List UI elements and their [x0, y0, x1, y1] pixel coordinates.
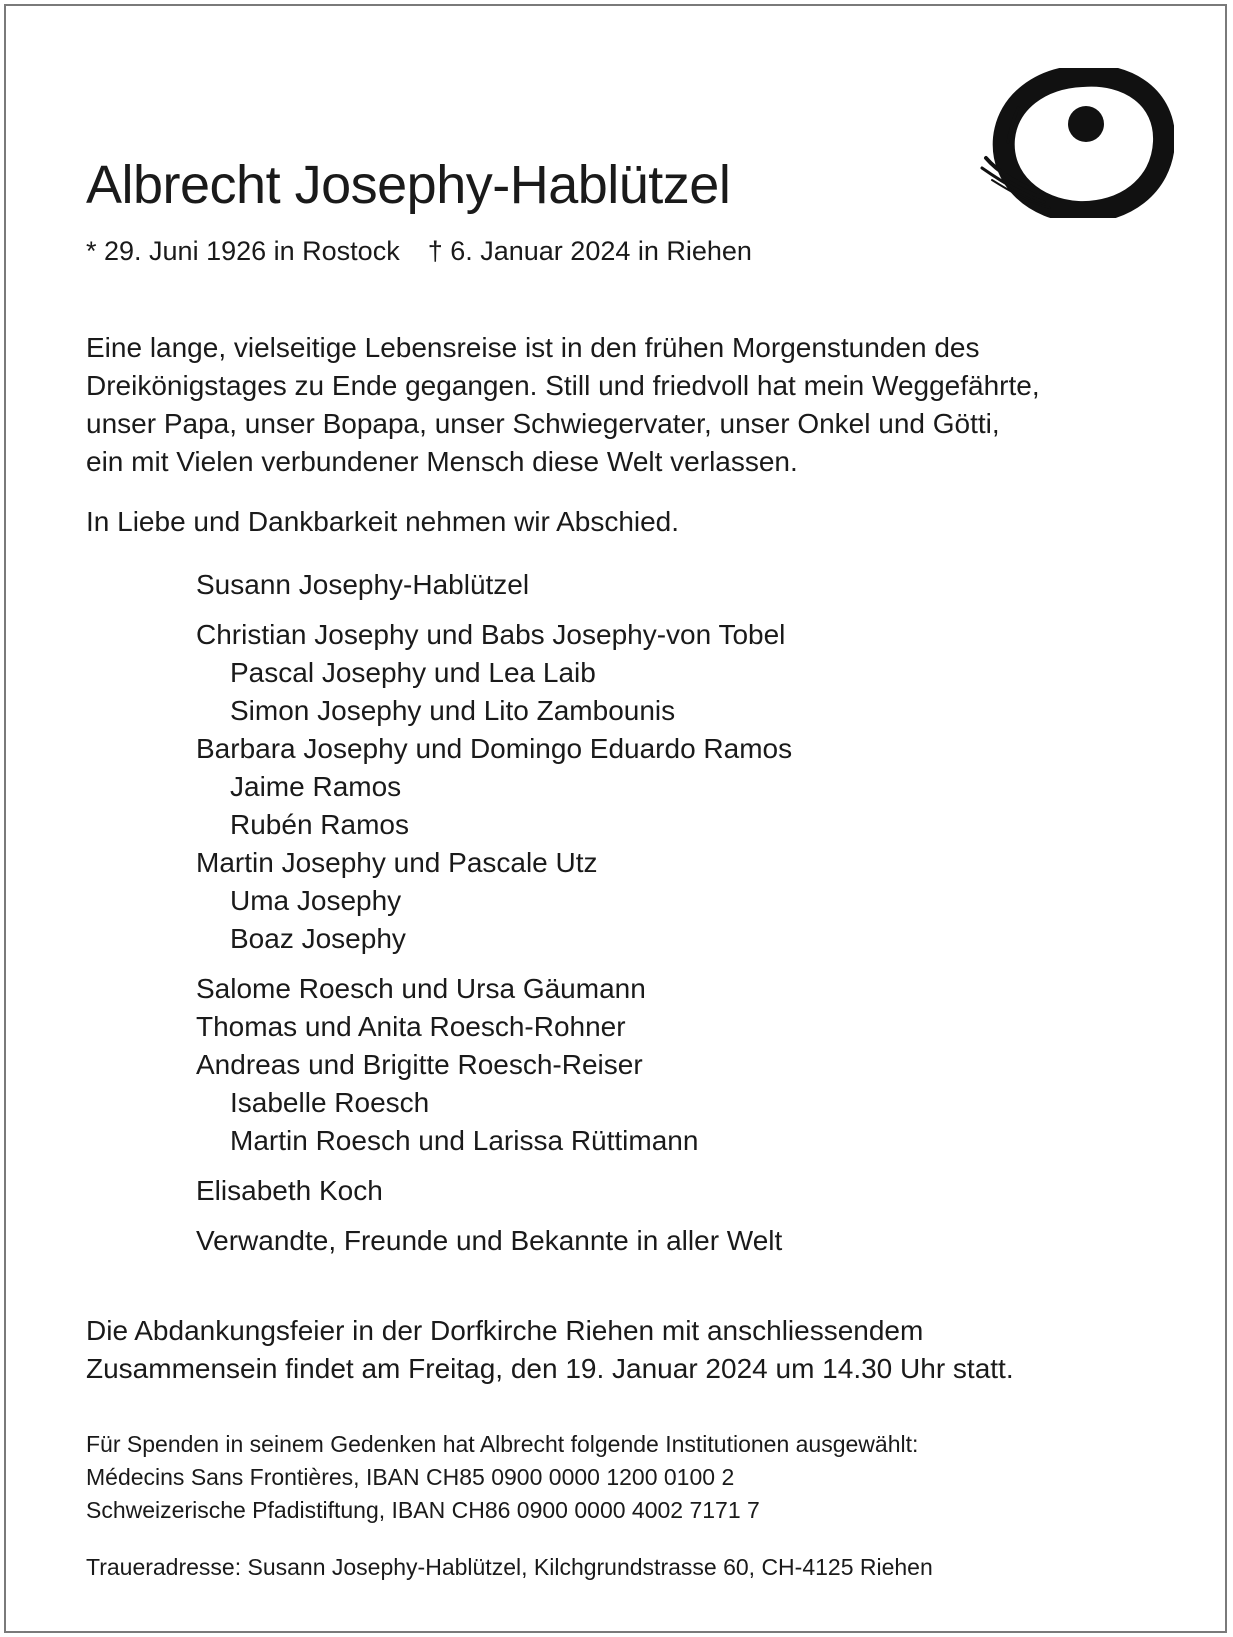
birth-date: * 29. Juni 1926 in Rostock: [86, 236, 400, 266]
farewell-line: In Liebe und Dankbarkeit nehmen wir Abschied.: [86, 506, 680, 537]
obituary-card: [4, 4, 1227, 1633]
mourner-group: [196, 970, 792, 1160]
mourner-name: Barbara Josephy und Domingo Eduardo Ramos: [196, 733, 793, 764]
intro-line: Dreikönigstages zu Ende gegangen. Still und friedvoll hat mein Weggefährte,: [86, 370, 1040, 401]
mourning-address: Traueradresse: Susann Josephy-Hablützel, Kilchgrundstrasse 60, CH-4125 Riehen: [86, 1554, 933, 1580]
mourner-name: Simon Josephy und Lito Zambounis: [230, 695, 676, 726]
donations-info: [86, 1428, 918, 1527]
mourner-name: Rubén Ramos: [230, 809, 409, 840]
deceased-name: Albrecht Josephy-Hablützel: [86, 155, 731, 215]
mourner-name: Pascal Josephy und Lea Laib: [230, 657, 596, 688]
mourner-name: Boaz Josephy: [230, 923, 406, 954]
mourner-name: Jaime Ramos: [230, 771, 402, 802]
mourner-group: [196, 1172, 792, 1210]
mourner-name: Salome Roesch und Ursa Gäumann: [196, 973, 646, 1004]
mourner-group: [196, 616, 792, 958]
donation-line: Schweizerische Pfadistiftung, IBAN CH86 0900 0000 4002 7171 7: [86, 1497, 760, 1523]
ink-circle-logo-icon: [978, 68, 1174, 218]
mourner-name: Uma Josephy: [230, 885, 402, 916]
memorial-service-info: [86, 1312, 1014, 1388]
service-line: Zusammensein findet am Freitag, den 19. Januar 2024 um 14.30 Uhr statt.: [86, 1353, 1014, 1384]
intro-line: unser Papa, unser Bopapa, unser Schwiegervater, unser Onkel und Götti,: [86, 408, 1000, 439]
intro-line: ein mit Vielen verbundener Mensch diese Welt verlassen.: [86, 446, 798, 477]
mourner-name: Thomas und Anita Roesch-Rohner: [196, 1011, 626, 1042]
mourner-group: [196, 1222, 792, 1260]
donation-line: Médecins Sans Frontières, IBAN CH85 0900 0000 1200 0100 2: [86, 1464, 735, 1490]
mourners-list: [196, 566, 792, 1272]
mourner-name: Susann Josephy-Hablützel: [196, 569, 530, 600]
mourner-name: Martin Josephy und Pascale Utz: [196, 847, 598, 878]
mourner-name: Verwandte, Freunde und Bekannte in aller Welt: [196, 1225, 783, 1256]
mourner-name: Andreas und Brigitte Roesch-Reiser: [196, 1049, 643, 1080]
mourner-name: Isabelle Roesch: [230, 1087, 430, 1118]
intro-paragraph: [86, 329, 1196, 481]
intro-line: Eine lange, vielseitige Lebensreise ist in den frühen Morgenstunden des: [86, 332, 980, 363]
mourner-name: Christian Josephy und Babs Josephy-von Tobel: [196, 619, 786, 650]
service-line: Die Abdankungsfeier in der Dorfkirche Riehen mit anschliessendem: [86, 1315, 924, 1346]
life-dates: [86, 236, 752, 267]
mourner-group: [196, 566, 792, 604]
donation-line: Für Spenden in seinem Gedenken hat Albrecht folgende Institutionen ausgewählt:: [86, 1431, 919, 1457]
death-date: † 6. Januar 2024 in Riehen: [427, 236, 752, 266]
mourner-name: Martin Roesch und Larissa Rüttimann: [230, 1125, 699, 1156]
mourner-name: Elisabeth Koch: [196, 1175, 383, 1206]
